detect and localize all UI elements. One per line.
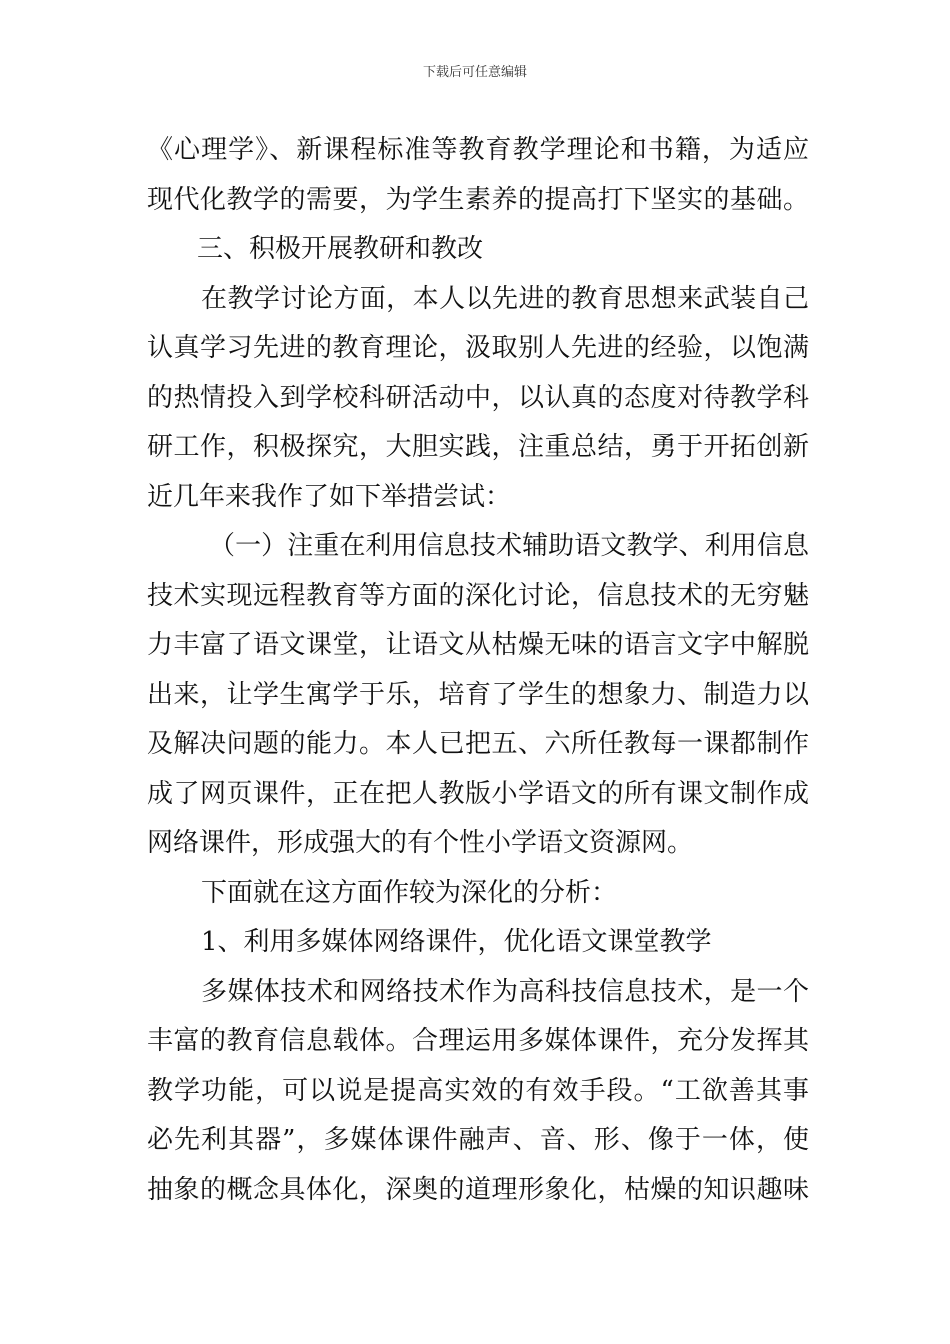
text-line: 认真学习先进的教育理论，汲取别人先进的经验，以饱满 <box>147 333 809 363</box>
text-line: 成了网页课件，正在把人教版小学语文的所有课文制作成 <box>147 778 809 809</box>
text-line: 《心理学》、新课程标准等教育教学理论和书籍，为适应 <box>147 135 809 165</box>
text-line: 多媒体技术和网络技术作为高科技信息技术，是一个 <box>201 976 809 1007</box>
text-line: 抽象的概念具体化，深奥的道理形象化，枯燥的知识趣味 <box>147 1174 809 1205</box>
text-line: 出来，让学生寓学于乐，培育了学生的想象力、制造力以 <box>147 679 809 710</box>
section-heading: 三、积极开展教研和教改 <box>197 234 484 264</box>
text-line: 技术实现远程教育等方面的深化讨论，信息技术的无穷魅 <box>147 580 809 611</box>
text-line: 在教学讨论方面，本人以先进的教育思想来武装自己 <box>201 283 809 314</box>
text-line: 教学功能，可以说是提高实效的有效手段。“工欲善其事 <box>147 1075 809 1106</box>
subsection-heading: 1、利用多媒体网络课件，优化语文课堂教学 <box>201 927 712 957</box>
page-header: 下载后可任意编辑 <box>422 65 527 80</box>
text-line: 及解决问题的能力。本人已把五、六所任教每一课都制作 <box>147 729 809 759</box>
text-line: （一）注重在利用信息技术辅助语文教学、利用信息 <box>209 531 809 561</box>
text-line: 下面就在这方面作较为深化的分析： <box>201 877 618 908</box>
text-line: 现代化教学的需要，为学生素养的提高打下坚实的基础。 <box>147 184 809 215</box>
text-line: 网络课件，形成强大的有个性小学语文资源网。 <box>147 828 694 858</box>
text-line: 研工作，积极探究，大胆实践，注重总结，勇于开拓创新 <box>147 432 809 462</box>
text-line: 必先利其器”，多媒体课件融声、音、形、像于一体，使 <box>147 1125 809 1155</box>
text-line: 的热情投入到学校科研活动中，以认真的态度对待教学科 <box>147 382 809 413</box>
text-line: 近几年来我作了如下举措尝试： <box>147 481 512 512</box>
document-body <box>147 126 809 1215</box>
text-line: 丰富的教育信息载体。合理运用多媒体课件，充分发挥其 <box>147 1026 809 1056</box>
text-line: 力丰富了语文课堂，让语文从枯燥无味的语言文字中解脱 <box>147 630 809 660</box>
